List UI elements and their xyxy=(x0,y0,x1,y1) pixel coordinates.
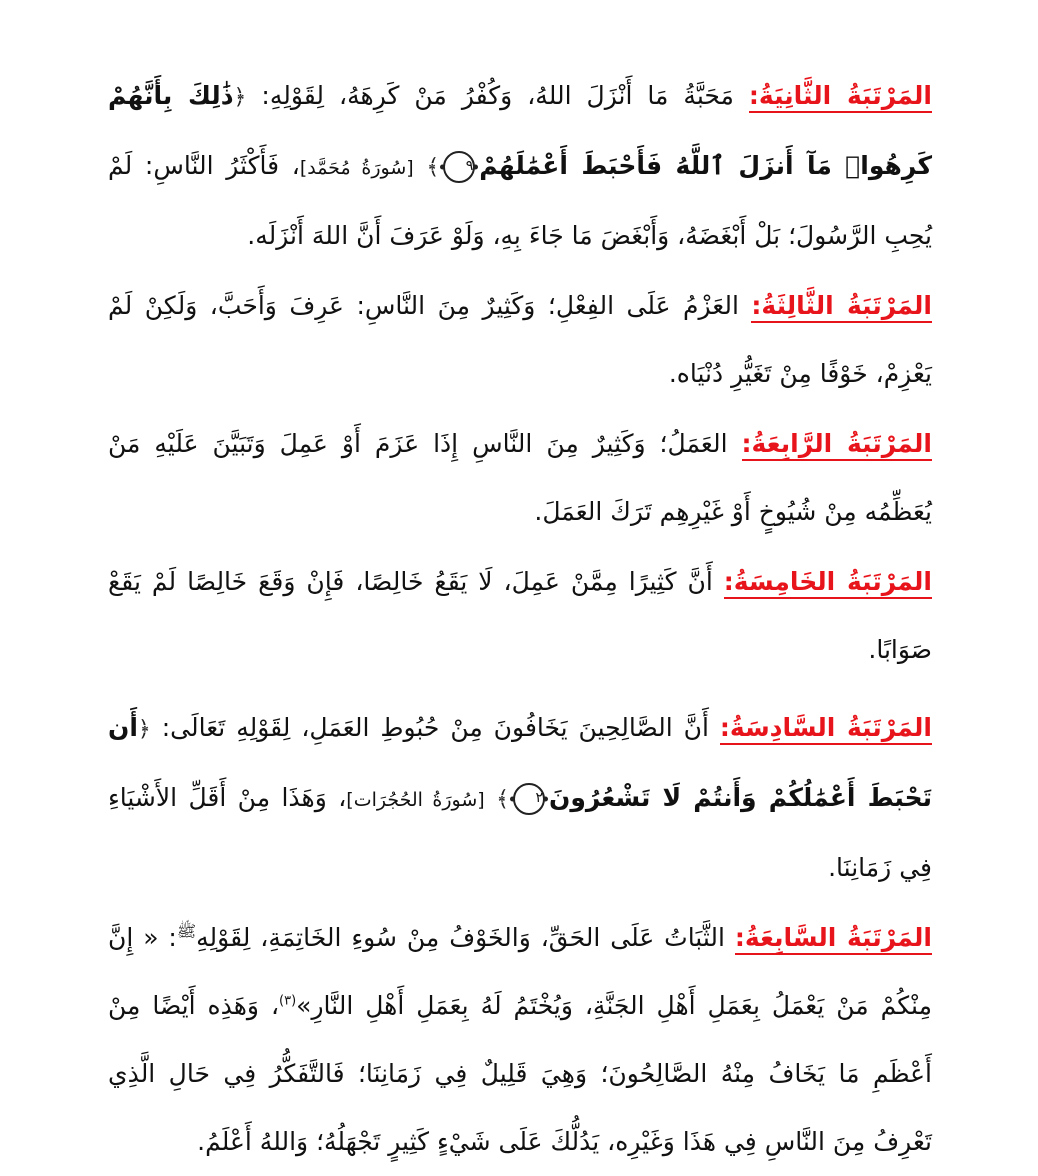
paragraph-text: ، وَهَذَا مِنْ أَقَلِّ الأَشْيَاءِ فِي زَمَانِنَا. xyxy=(108,783,932,882)
paragraph-text: الثَّبَاتُ عَلَى الحَقِّ، وَالخَوْفُ مِنْ سُوءِ الخَاتِمَةِ، لِقَوْلِهِ xyxy=(196,923,735,952)
quran-open-ornament-icon: ﴿ xyxy=(137,717,151,742)
quran-verse: ذَٰلِكَ بِأَنَّهُمْ كَرِهُوا۟ مَآ أَنزَلَ ٱللَّهُ فَأَحْبَطَ أَعْمَٰلَهُمْ xyxy=(108,81,932,180)
paragraph-rank-2 xyxy=(108,62,932,270)
heading-rank-2: المَرْتَبَةُ الثَّانِيَةُ: xyxy=(749,81,932,113)
surah-reference: [سُورَةُ مُحَمَّد] xyxy=(299,157,414,179)
ayah-number-marker: ٢ xyxy=(513,783,545,815)
paragraph-rank-7 xyxy=(108,904,932,1176)
footnote-marker: (٣) xyxy=(279,993,297,1009)
heading-rank-5: المَرْتَبَةُ الخَامِسَةُ: xyxy=(724,567,932,599)
paragraph-rank-3 xyxy=(108,272,932,408)
document-page xyxy=(108,62,932,1176)
heading-rank-7: المَرْتَبَةُ السَّابِعَةُ: xyxy=(735,923,932,955)
salawat-glyph: ﷺ xyxy=(176,921,197,941)
hadith-quote: : « إِنَّ مِنْكُمْ مَنْ يَعْمَلُ بِعَمَلِ أَهْلِ الجَنَّةِ، وَيُخْتَمُ لَهُ بِعَمَلِ أَهْلِ النَّارِ» xyxy=(108,923,932,1020)
surah-reference: [سُورَةُ الحُجُرَات] xyxy=(346,789,485,811)
paragraph-rank-5 xyxy=(108,548,932,684)
paragraph-text: ، فَأَكْثَرُ النَّاسِ: لَمْ يُحِبِ الرَّسُولَ؛ بَلْ أَبْغَضَهُ، وَأَبْغَضَ مَا جَاءَ بِهِ، وَلَوْ عَرَفَ أَنَّ اللهَ أَنْزَلَه. xyxy=(108,151,932,250)
quran-open-ornament-icon: ﴿ xyxy=(233,85,247,110)
heading-rank-4: المَرْتَبَةُ الرَّابِعَةُ: xyxy=(742,429,933,461)
paragraph-text: أَنَّ كَثِيرًا مِمَّنْ عَمِلَ، لَا يَقَعُ خَالِصًا، فَإِنْ وَقَعَ خَالِصًا لَمْ يَقَعْ صَوَابًا. xyxy=(108,567,932,664)
ayah-number-marker: ٩ xyxy=(443,151,475,183)
paragraph-text: العَزْمُ عَلَى الفِعْلِ؛ وَكَثِيرٌ مِنَ النَّاسِ: عَرِفَ وَأَحَبَّ، وَلَكِنْ لَمْ يَعْزِمْ، خَوْفًا مِنْ تَغَيُّرِ دُنْيَاه. xyxy=(108,291,932,388)
quran-close-ornament-icon: ﴾ xyxy=(426,155,440,180)
heading-rank-3: المَرْتَبَةُ الثَّالِثَةُ: xyxy=(751,291,932,323)
paragraph-text: أَنَّ الصَّالِحِينَ يَخَافُونَ مِنْ حُبُوطِ العَمَلِ، لِقَوْلِهِ تَعَالَى: xyxy=(150,713,720,742)
paragraph-rank-6 xyxy=(108,694,932,902)
quran-close-ornament-icon: ﴾ xyxy=(496,787,509,812)
paragraph-text: مَحَبَّةُ مَا أَنْزَلَ اللهُ، وَكُفْرُ مَنْ كَرِهَهُ، لِقَوْلِهِ: xyxy=(246,81,749,110)
paragraph-rank-4 xyxy=(108,410,932,546)
paragraph-text: العَمَلُ؛ وَكَثِيرٌ مِنَ النَّاسِ إِذَا عَزَمَ أَوْ عَمِلَ وَتَبَيَّنَ عَلَيْهِ مَنْ يُعَظِّمُه مِنْ شُيُوخٍ أَوْ غَيْرِهِم تَرَكَ العَمَلَ. xyxy=(108,429,932,526)
quran-verse: أَن تَحْبَطَ أَعْمَٰلُكُمْ وَأَنتُمْ لَا تَشْعُرُونَ xyxy=(108,713,932,812)
heading-rank-6: المَرْتَبَةُ السَّادِسَةُ: xyxy=(720,713,932,745)
paragraph-text: ، وَهَذِه أَيْضًا مِنْ أَعْظَمِ مَا يَخَافُ مِنْهُ الصَّالِحُونَ؛ وَهِيَ قَلِيلٌ فِي زَمَانِنَا؛ فَالتَّفَكُّرُ فِي حَالِ الَّذِي تَعْرِفُ مِنَ النَّاسِ فِي هَذَا وَغَيْرِه، يَدُلُّكَ عَلَى شَيْءٍ كَثِيرٍ تَجْهَلُهُ؛ وَاللهُ أَعْلَمُ. xyxy=(108,991,932,1156)
